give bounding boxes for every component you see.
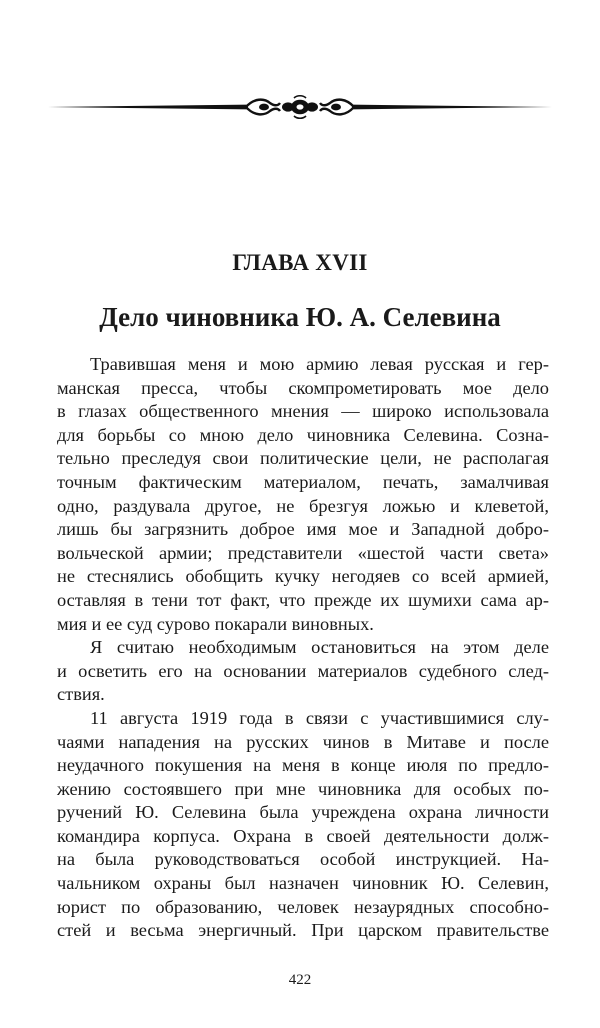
text-line: и осветить его на основании материалов судебного след- [57,660,549,681]
text-line: неудачного покушения на меня в конце июля по предло- [57,755,549,776]
text-line: ствия. [57,684,105,705]
text-line: точным фактическим материалом, печать, замалчивая [57,471,549,492]
text-line: на была руководствоваться особой инструкцией. На- [57,849,549,870]
body-text [57,353,549,943]
chapter-title: Дело чиновника Ю. А. Селевина [99,302,501,332]
text-line: чальником охраны был назначен чиновник Ю. Селевин, [57,873,549,894]
text-line: вольческой армии; представители «шестой части света» [57,542,549,563]
paragraph [57,707,549,943]
text-line: не стеснялись обобщить кучку негодяев со всей армией, [57,566,549,587]
text-line: одно, раздувала другое, не брезгуя ложью и клеветой, [57,495,549,516]
ornament-divider [48,93,552,121]
text-line: чаями нападения на русских чинов в Митаве и после [57,731,549,752]
page-number: 422 [288,972,312,988]
text-line: в глазах общественного мнения — широко использовала [57,401,549,422]
paragraph [57,353,549,636]
text-line: Травившая меня и мою армию левая русская и гер- [90,354,549,374]
text-line: командира корпуса. Охрана в своей деятельности долж- [57,825,549,846]
text-line: оставляя в тени тот факт, что прежде их шумихи сама ар- [57,589,549,610]
text-line: мия и ее суд сурово покарали виновных. [57,613,374,634]
text-line: для борьбы со мною дело чиновника Селевина. Созна- [57,424,549,445]
text-line: манская пресса, чтобы скомпрометировать мое дело [57,377,549,398]
text-line: стей и весьма энергичный. При царском правительстве [57,920,549,941]
text-line: тельно преследуя свои политические цели, не располагая [57,448,549,469]
text-line: Я считаю необходимым остановиться на этом деле [90,637,549,658]
paragraph [57,636,549,707]
chapter-heading: ГЛАВА XVII [232,250,368,275]
text-line: жению состоявшего при мне чиновника для особых по- [57,778,549,799]
text-line: юрист по образованию, человек незаурядных способно- [57,896,549,917]
text-line: 11 августа 1919 года в связи с участившимися слу- [90,707,549,728]
text-line: лишь бы загрязнить доброе имя мое и Западной добро- [57,519,549,540]
text-line: ручений Ю. Селевина была учреждена охрана личности [57,802,549,823]
